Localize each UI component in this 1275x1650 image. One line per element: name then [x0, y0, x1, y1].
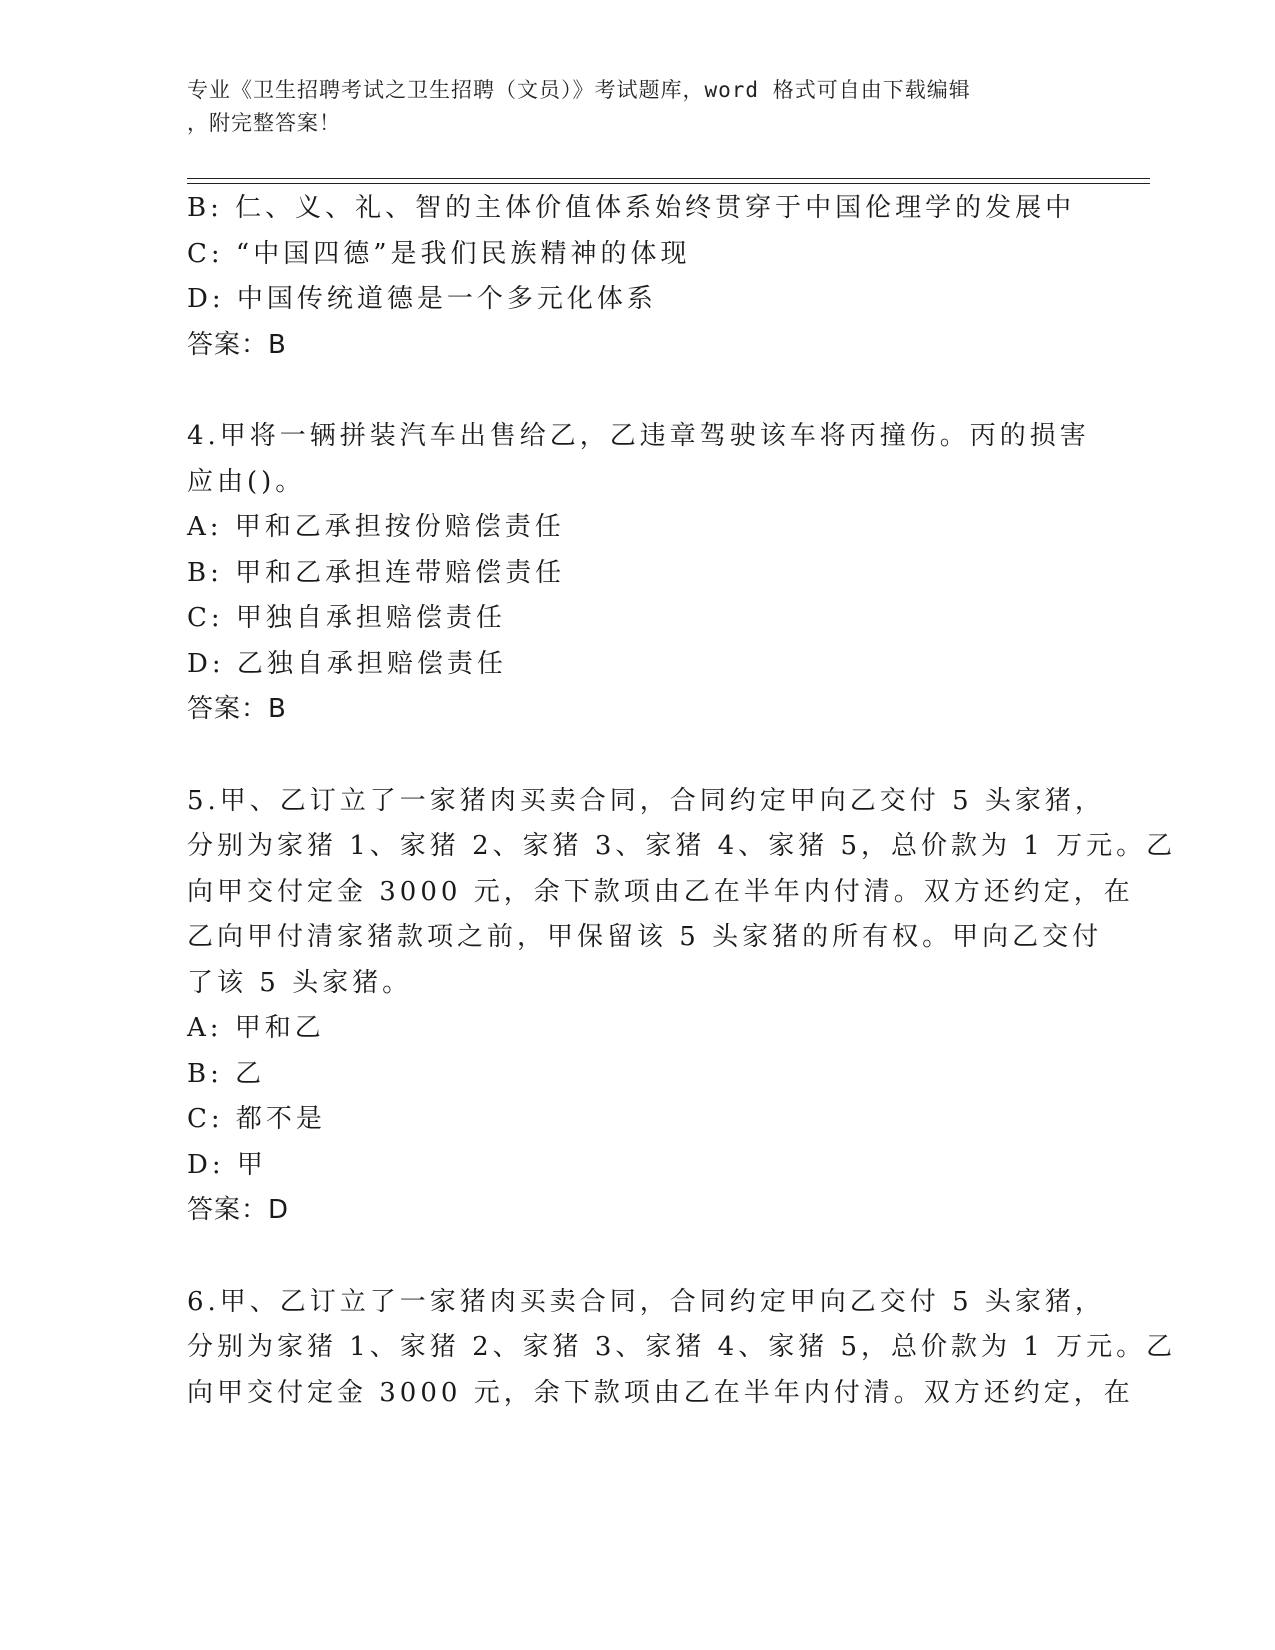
header-divider-bottom: [187, 183, 1150, 184]
option-a: A: 甲和乙: [187, 1013, 325, 1043]
document-header: [187, 74, 1087, 140]
answer: 答案：B: [187, 694, 287, 724]
question-stem-line: 应由()。: [187, 466, 306, 497]
header-divider-top: [187, 178, 1150, 179]
question-stem-line: 分别为家猪 1、家猪 2、家猪 3、家猪 4、家猪 5，总价款为 1 万元。乙: [187, 831, 1177, 861]
spacer: [187, 368, 1087, 414]
option-c: C: “中国四德”是我们民族精神的体现: [187, 238, 691, 269]
question-stem-line: 乙向甲付清家猪款项之前，甲保留该 5 头家猪的所有权。甲向乙交付: [187, 922, 1103, 952]
header-line-1: 专业《卫生招聘考试之卫生招聘（文员）》考试题库，word 格式可自由下载编辑: [187, 78, 971, 102]
question-stem-line: 了该 5 头家猪。: [187, 967, 413, 998]
question-5: [187, 779, 1177, 1234]
option-a: A: 甲和乙承担按份赔偿责任: [187, 512, 565, 542]
option-c: C: 都不是: [187, 1104, 326, 1134]
question-stem-line: 向甲交付定金 3000 元，余下款项由乙在半年内付清。双方还约定，在: [187, 876, 1134, 907]
header-line-2: ，附完整答案！: [187, 111, 341, 135]
spacer: [187, 1234, 1087, 1280]
question-stem-line: 分别为家猪 1、家猪 2、家猪 3、家猪 4、家猪 5，总价款为 1 万元。乙: [187, 1332, 1177, 1362]
question-stem-line: 4.甲将一辆拼装汽车出售给乙，乙违章驾驶该车将丙撞伤。丙的损害: [187, 421, 1090, 451]
option-b: B: 乙: [187, 1058, 266, 1089]
option-d: D: 甲: [187, 1149, 267, 1180]
question-stem-line: 5.甲、乙订立了一家猪肉买卖合同，合同约定甲向乙交付 5 头家猪，: [187, 785, 1105, 816]
document-body: [187, 186, 1177, 1416]
option-c: C: 甲独自承担赔偿责任: [187, 603, 506, 633]
question-stem-line: 6.甲、乙订立了一家猪肉买卖合同，合同约定甲向乙交付 5 头家猪，: [187, 1286, 1105, 1317]
question-6: [187, 1280, 1177, 1417]
option-b: B: 甲和乙承担连带赔偿责任: [187, 557, 566, 588]
option-d: D: 乙独自承担赔偿责任: [187, 648, 507, 679]
answer: 答案：B: [187, 329, 287, 360]
answer: 答案：D: [187, 1195, 290, 1225]
question-4: [187, 414, 1090, 733]
option-d: D: 中国传统道德是一个多元化体系: [187, 284, 657, 314]
question-3-continued: [187, 186, 1087, 368]
spacer: [187, 733, 1087, 779]
question-stem-line: 向甲交付定金 3000 元，余下款项由乙在半年内付清。双方还约定，在: [187, 1377, 1134, 1408]
option-b: B: 仁、义、礼、智的主体价值体系始终贯穿于中国伦理学的发展中: [187, 193, 1076, 223]
